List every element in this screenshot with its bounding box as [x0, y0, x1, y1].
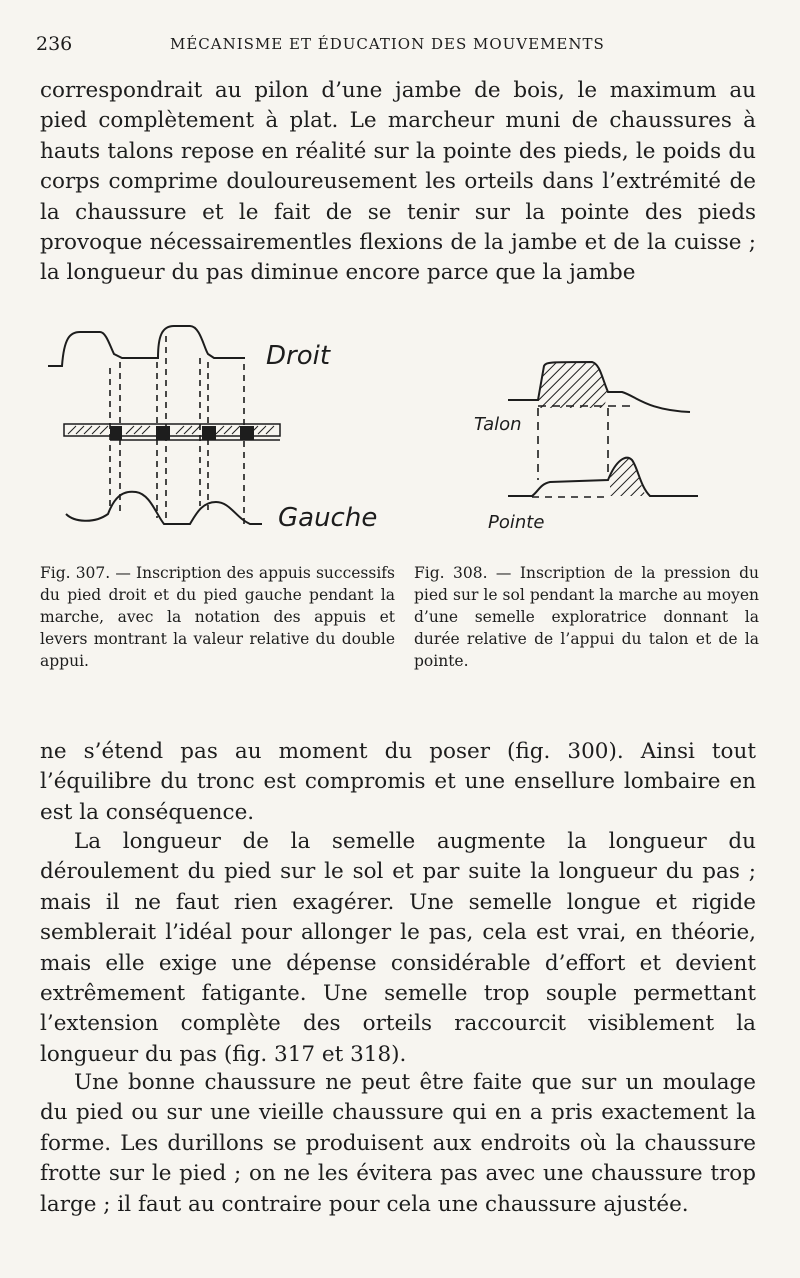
- figure-307: [40, 318, 390, 538]
- figure-308-drawing: [440, 300, 760, 540]
- caption-fig-308: Fig. 308. — Inscription de la pression du pied sur le sol pendant la marche au moyen d’une semelle exploratrice donnant la durée relative de l’appui du talon et de la pointe.: [414, 564, 759, 670]
- figure-308: [440, 300, 760, 540]
- page-number: 236: [36, 33, 73, 55]
- talon-fill: [538, 362, 608, 408]
- paragraph-1: correspondrait au pilon d’une jambe de bois, le maximum au pied complètement à plat. Le marcheur muni de chaussures à hauts talons repose en réalité sur la pointe des pieds, le poids du corps comprime douloureusement les orteils dans l’extrémité de la chaussure et le fait de se tenir sur la pointe des pieds provoque nécessairementles flexions de la jambe et de la cuisse ; la longueur du pas diminue encore parce que la jambe: [40, 78, 756, 286]
- pointe-fill: [610, 458, 646, 496]
- droit-trace: [48, 326, 245, 366]
- label-pointe: Pointe: [488, 512, 545, 533]
- paragraph-3: La longueur de la semelle augmente la longueur du déroulement du pied sur le sol et par suite la longueur du pas ; mais il ne faut rien exagérer. Une semelle longue et rigide semblerait l’idéal pour allonger le pas, cela est vrai, en théorie, mais elle exige une dépense considérable d’effort et devient extrêmement fatigante. Une semelle trop souple permettant l’extension complète des orteils raccourcit visiblement la longueur du pas (fig. 317 et 318).: [40, 829, 756, 1067]
- label-gauche: Gauche: [278, 503, 378, 533]
- label-talon: Talon: [474, 414, 522, 435]
- running-title: MÉCANISME ET ÉDUCATION DES MOUVEMENTS: [170, 35, 605, 53]
- pointe-trace: [508, 458, 698, 496]
- gauche-trace: [66, 492, 262, 524]
- support-bar: [64, 424, 280, 440]
- paragraph-4: Une bonne chaussure ne peut être faite que sur un moulage du pied ou sur une vieille chaussure qui en a pris exactement la forme. Les durillons se produisent aux endroits où la chaussure frotte sur le pied ; on ne les évitera pas avec une chaussure trop large ; il faut au contraire pour cela une chaussure ajustée.: [40, 1070, 756, 1217]
- figure-307-drawing: [40, 318, 390, 538]
- paragraph-2: ne s’étend pas au moment du poser (fig. 300). Ainsi tout l’équilibre du tronc est compromis et une ensellure lombaire en est la conséquence.: [40, 739, 756, 825]
- label-droit: Droit: [266, 341, 331, 371]
- caption-fig-307: Fig. 307. — Inscription des appuis successifs du pied droit et du pied gauche pendant la marche, avec la notation des appuis et levers montrant la valeur relative du double appui.: [40, 564, 395, 670]
